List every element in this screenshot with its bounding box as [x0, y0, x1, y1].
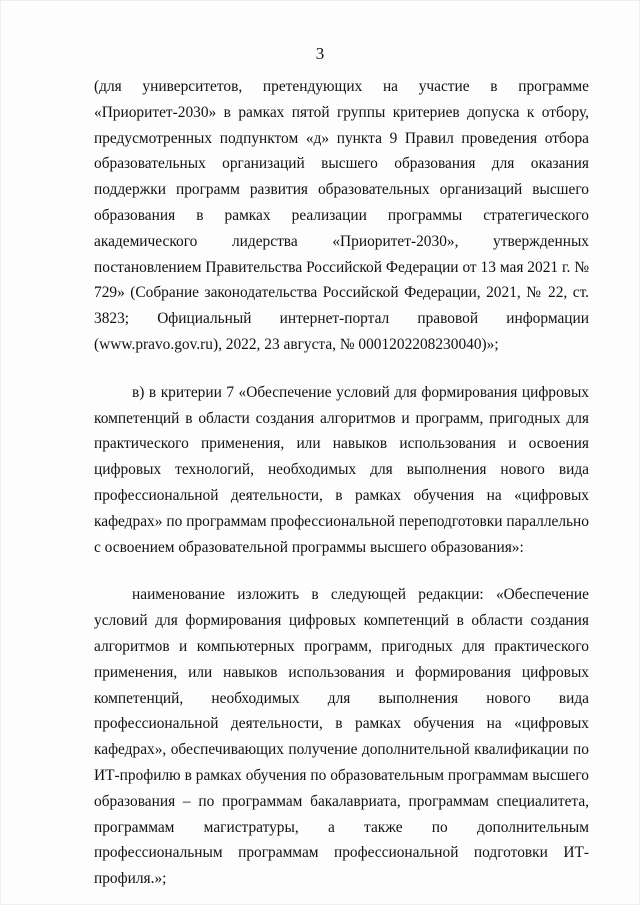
paragraph-continuation: (для университетов, претендующих на участие в программе «Приоритет-2030» в рамках пятой группы критериев допуска к отбору, предусмотренных подпунктом «д» пункта 9 Правил проведения отбора образовательных организаций высшего образования для оказания поддержки программ развития образовательных организаций высшего образования в рамках реализации программы стратегического академического лидерства «Приоритет-2030», утвержденных постановлением Правительства Российской Федерации от 13 мая 2021 г. № 729» (Собрание законодательства Российской Федерации, 2021, № 22, ст. 3823; Официальный интернет-портал правовой информации (www.pravo.gov.ru), 2022, 23 августа, № 0001202208230040)»;	[94, 78, 589, 353]
page-number: 3	[315, 44, 325, 63]
paragraph-criterion-7: в) в критерии 7 «Обеспечение условий для формирования цифровых компетенций в области создания алгоритмов и программ, пригодных для практического применения, или навыков использования и освоения цифровых технологий, необходимых для выполнения нового вида профессиональной деятельности, в рамках обучения на «цифровых кафедрах» по программам профессиональной переподготовки параллельно с освоением образовательной программы высшего образования»:	[94, 383, 589, 556]
document-body	[94, 74, 589, 892]
paragraph-new-title: наименование изложить в следующей редакции: «Обеспечение условий для формирования цифровых компетенций в области создания алгоритмов и компьютерных программ, пригодных для практического применения, или навыков использования и формирования цифровых компетенций, необходимых для выполнения нового вида профессиональной деятельности, в рамках обучения на «цифровых кафедрах», обеспечивающих получение дополнительной квалификации по ИТ-профилю в рамках обучения по образовательным программам высшего образования – по программам бакалавриата, программам специалитета, программам магистратуры, а также по дополнительным профессиональным программам профессиональной подготовки ИТ-профиля.»;	[94, 586, 589, 888]
